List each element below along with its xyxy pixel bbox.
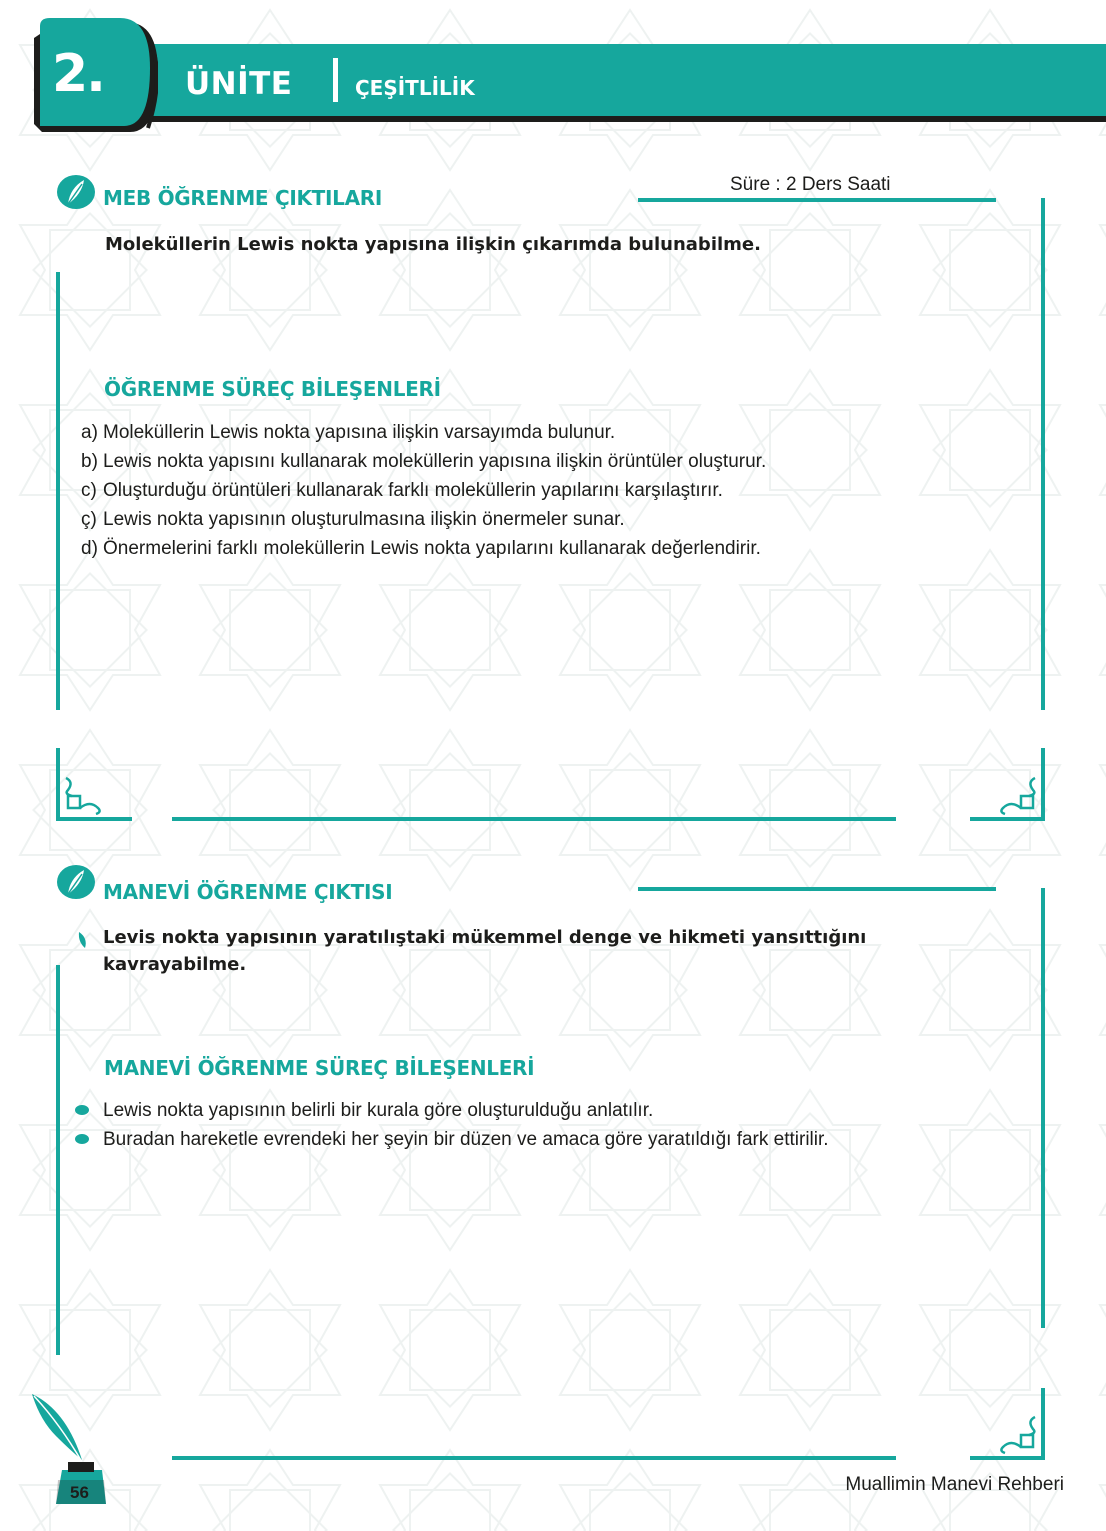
meb-outcome: Moleküllerin Lewis nokta yapısına ilişkin çıkarımda bulunabilme.: [105, 234, 761, 255]
list-item: Lewis nokta yapısının belirli bir kurala göre oluşturulduğu anlatılır.: [103, 1096, 829, 1125]
meb-title-text: ÖĞRENME ÇIKTILARI: [157, 186, 383, 210]
unit-label: ÜNİTE: [185, 66, 293, 102]
left-frame-line: [56, 965, 60, 1355]
left-frame-line: [56, 748, 60, 820]
corner-ornament-icon: [62, 774, 104, 816]
right-frame-line: [1041, 198, 1045, 710]
list-item: a) Moleküllerin Lewis nokta yapısına ilişkin varsayımda bulunur.: [103, 418, 766, 447]
bottom-rule-left: [56, 817, 132, 821]
list-marker: b): [81, 451, 98, 472]
corner-ornament-icon: [997, 774, 1039, 816]
feather-icon: [56, 864, 96, 900]
list-item: c) Oluşturduğu örüntüleri kullanarak farklı moleküllerin yapılarını karşılaştırır.: [103, 476, 766, 505]
unit-number: 2.: [52, 44, 104, 104]
top-rule: [638, 887, 996, 891]
left-frame-line: [56, 272, 60, 710]
list-marker: c): [81, 480, 97, 501]
top-rule: [638, 198, 996, 202]
bottom-rule: [172, 1456, 896, 1460]
list-item: b) Lewis nokta yapısını kullanarak moleküllerin yapısına ilişkin örüntüler oluşturur.: [103, 447, 766, 476]
bottom-rule-right: [970, 817, 1045, 821]
right-frame-line: [1041, 748, 1045, 820]
quill-inkwell-icon: [26, 1390, 110, 1510]
spiritual-outcome: Levis nokta yapısının yaratılıştaki mükemmel denge ve hikmeti yansıttığını kavrayabilme.: [103, 927, 867, 975]
list-marker: ç): [81, 509, 97, 530]
bottom-rule: [172, 817, 896, 821]
process-list: [81, 418, 767, 563]
bullet-dot: [75, 1134, 89, 1144]
bullet-dot: [75, 1105, 89, 1115]
list-item: ç) Lewis nokta yapısının oluşturulmasına ilişkin önermeler sunar.: [103, 505, 766, 534]
process-section-title: ÖĞRENME SÜREÇ BİLEŞENLERİ: [104, 377, 441, 401]
bottom-rule-right: [970, 1456, 1045, 1460]
duration-label: Süre : 2 Ders Saati: [730, 174, 891, 195]
spiritual-section-title: MANEVİ ÖĞRENME ÇIKTISI: [103, 880, 393, 904]
header-band: [150, 44, 1106, 122]
spiritual-process-title: MANEVİ ÖĞRENME SÜREÇ BİLEŞENLERİ: [104, 1056, 535, 1080]
leaf-bullet-icon: [76, 930, 90, 950]
unit-topic: ÇEŞİTLİLİK: [355, 76, 475, 100]
header-divider: [333, 58, 338, 102]
page-number: 56: [70, 1483, 89, 1502]
spiritual-process-list: [103, 1096, 829, 1154]
list-item: d) Önermelerini farklı moleküllerin Lewis nokta yapılarını kullanarak değerlendirir.: [103, 534, 766, 563]
corner-ornament-icon: [997, 1413, 1039, 1455]
list-item: Buradan hareketle evrendeki her şeyin bir düzen ve amaca göre yaratıldığı fark ettirilir.: [103, 1125, 829, 1154]
book-title: Muallimin Manevi Rehberi: [845, 1474, 1064, 1495]
list-marker: d): [81, 538, 98, 559]
meb-section-title: [103, 186, 382, 210]
right-frame-line: [1041, 1388, 1045, 1460]
feather-icon: [56, 174, 96, 210]
list-marker: a): [81, 422, 98, 443]
meb-title-prefix: MEB: [103, 186, 151, 210]
